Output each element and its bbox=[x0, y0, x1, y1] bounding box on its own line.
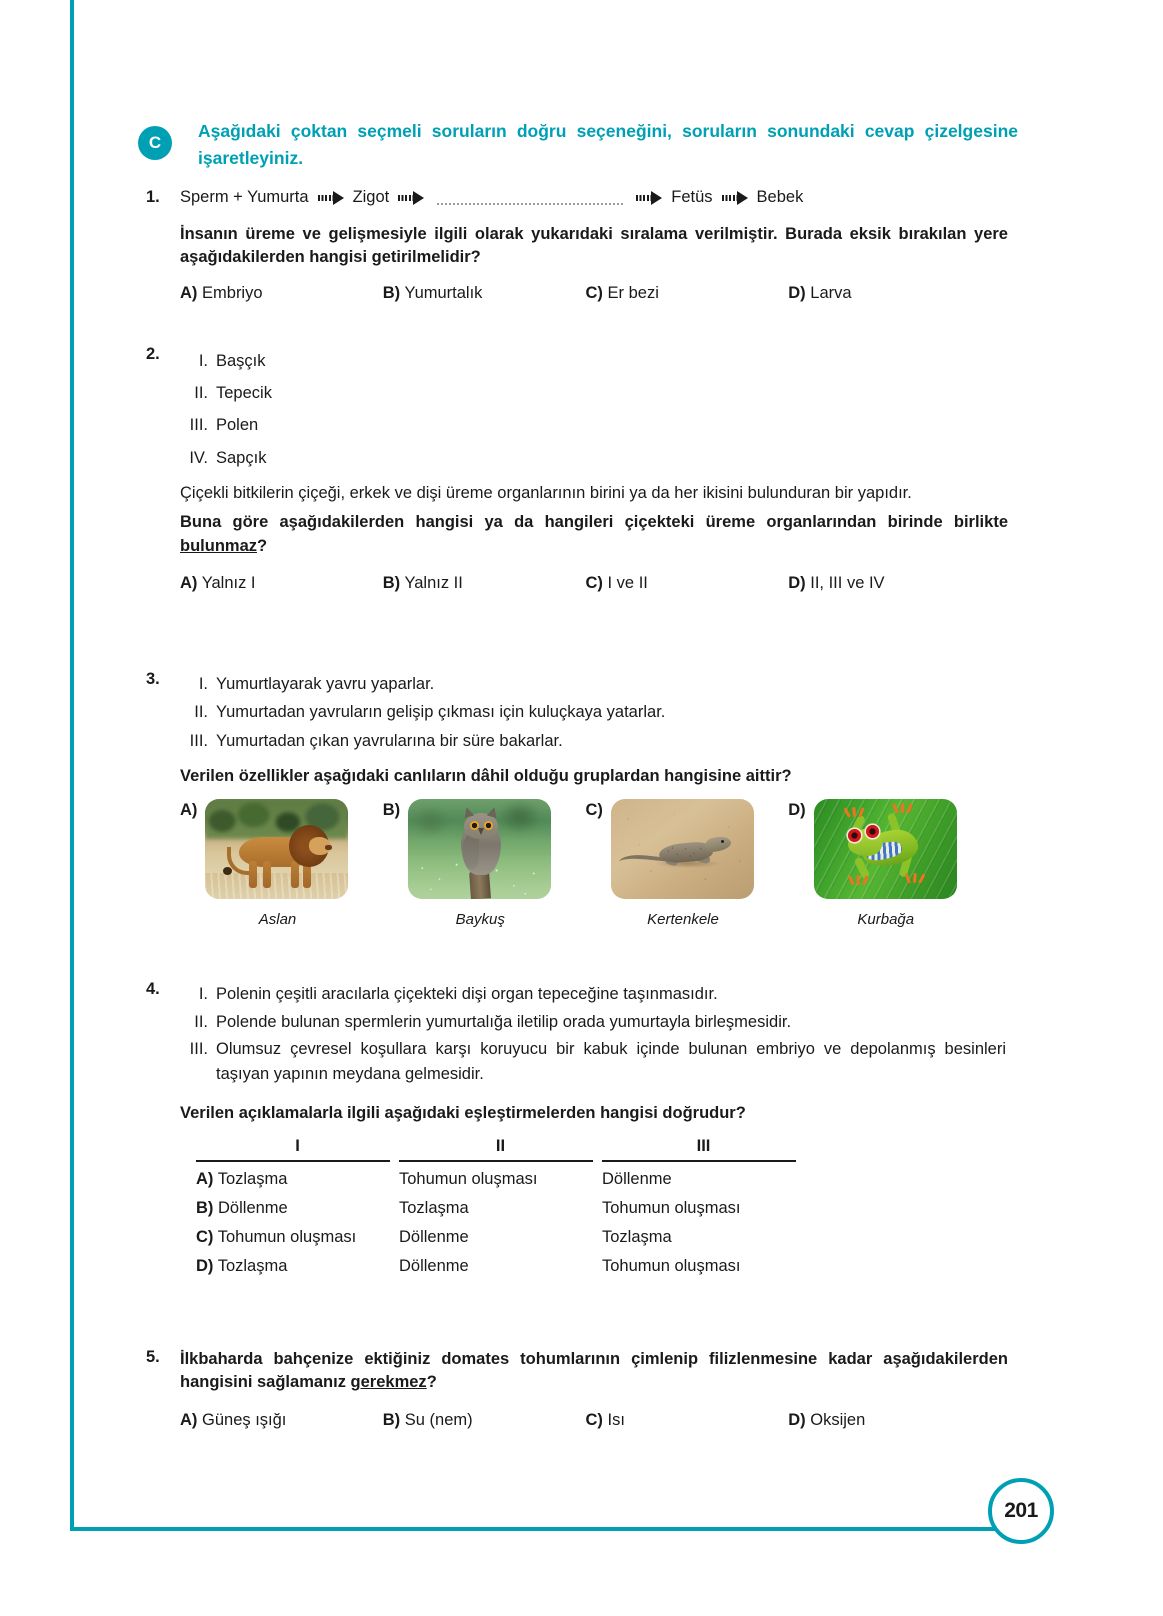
question-2-item-list bbox=[180, 345, 991, 474]
arrow-icon bbox=[318, 191, 344, 205]
lizard-photo bbox=[611, 799, 754, 899]
lion-leg bbox=[249, 861, 257, 888]
picture-caption-d: Kurbağa bbox=[857, 910, 915, 928]
option-a-text: Güneş ışığı bbox=[202, 1410, 287, 1429]
list-item-text: Sapçık bbox=[216, 448, 267, 467]
question-1-sequence bbox=[180, 188, 991, 207]
frog-foot bbox=[852, 875, 866, 887]
option-b-letter: B) bbox=[382, 1410, 401, 1429]
option-a-text: Embriyo bbox=[202, 283, 263, 302]
frog-foot bbox=[848, 807, 862, 819]
question-5-prompt bbox=[180, 1348, 1008, 1395]
question-1-prompt: İnsanın üreme ve gelişmesiyle ilgili olarak yukarıdaki sıralama verilmiştir. Burada eksik bırakılan yere aşağıdakilerden hangisi getirilmelidir? bbox=[180, 225, 1008, 267]
list-item bbox=[180, 1037, 1006, 1090]
option-d-text: Oksijen bbox=[810, 1410, 866, 1429]
frog-photo bbox=[814, 799, 957, 899]
option-c-text: I ve II bbox=[607, 573, 648, 592]
row-b-cell-1 bbox=[196, 1199, 399, 1218]
caption-col-c bbox=[586, 899, 789, 928]
table-row[interactable] bbox=[196, 1170, 991, 1189]
question-3-prompt: Verilen özellikler aşağıdaki canlıların dâhil olduğu gruplardan hangisine aittir? bbox=[180, 767, 792, 786]
sequence-blank bbox=[437, 190, 623, 205]
list-item-text: Yumurtlayarak yavru yaparlar. bbox=[216, 675, 435, 693]
option-c-text: Isı bbox=[607, 1410, 625, 1429]
question-2-prompt-part1: Buna göre aşağıdakilerden hangisi ya da hangileri çiçekteki üreme organlarından birinde birlikte bbox=[180, 513, 1008, 532]
picture-caption-b: Baykuş bbox=[455, 910, 505, 928]
option-b[interactable] bbox=[383, 1411, 586, 1430]
question-4-number: 4. bbox=[146, 980, 160, 998]
list-item bbox=[180, 670, 991, 698]
option-c-letter: C) bbox=[585, 1410, 603, 1429]
question-3-picture-options bbox=[180, 799, 991, 899]
list-item bbox=[180, 442, 991, 474]
frog-eye bbox=[848, 829, 861, 842]
row-a-cell-1 bbox=[196, 1170, 399, 1189]
list-item bbox=[180, 698, 991, 726]
list-item-text: Yumurtadan yavruların gelişip çıkması için kuluçkaya yatarlar. bbox=[216, 703, 666, 722]
option-a[interactable] bbox=[180, 284, 383, 303]
list-item-roman: IV. bbox=[189, 448, 208, 467]
list-item-roman: I. bbox=[198, 675, 208, 693]
question-3-item-list bbox=[180, 670, 991, 755]
picture-option-b[interactable] bbox=[383, 799, 586, 899]
option-a-letter: A) bbox=[180, 573, 198, 592]
question-5 bbox=[146, 1348, 1008, 1430]
caption-col-b bbox=[383, 899, 586, 928]
option-a[interactable] bbox=[180, 1411, 383, 1430]
question-2-body: Çiçekli bitkilerin çiçeği, erkek ve dişi üreme organlarının birini ya da her ikisini bulunduran bir yapıdır. bbox=[180, 483, 912, 502]
list-item-text: Yumurtadan çıkan yavrularına bir süre bakarlar. bbox=[216, 731, 563, 750]
option-a-letter: A) bbox=[180, 1410, 198, 1429]
picture-option-a[interactable] bbox=[180, 799, 383, 899]
list-item-text: Polende bulunan spermlerin yumurtalığa iletilip orada yumurtayla birleşmesidir. bbox=[216, 1013, 792, 1032]
row-c-cell-1 bbox=[196, 1228, 399, 1247]
matching-header-1: I bbox=[295, 1137, 300, 1156]
row-d-value-1: Tozlaşma bbox=[217, 1257, 288, 1276]
option-b-text: Yumurtalık bbox=[404, 283, 483, 302]
caption-col-a bbox=[180, 899, 383, 928]
arrow-icon bbox=[722, 191, 748, 205]
option-b-letter: B) bbox=[382, 573, 401, 592]
option-a-text: Yalnız I bbox=[201, 573, 256, 592]
list-item bbox=[180, 409, 991, 441]
header-rule bbox=[196, 1159, 390, 1162]
question-2 bbox=[146, 345, 1008, 593]
option-d-letter: D) bbox=[788, 1410, 806, 1429]
list-item-roman: II. bbox=[194, 1013, 208, 1032]
arrow-icon bbox=[636, 191, 662, 205]
owl-beak bbox=[478, 828, 484, 835]
list-item bbox=[180, 345, 991, 377]
picture-caption-a: Aslan bbox=[258, 910, 297, 928]
row-c-value-1: Tohumun oluşması bbox=[217, 1228, 357, 1247]
table-row[interactable] bbox=[196, 1257, 991, 1276]
lion-background-trees bbox=[205, 799, 348, 839]
row-c-letter: C) bbox=[196, 1228, 214, 1247]
list-item-roman: II. bbox=[194, 703, 208, 722]
question-2-prompt bbox=[180, 511, 1008, 558]
list-item bbox=[180, 377, 991, 409]
lion-leg bbox=[291, 861, 299, 888]
header-rule bbox=[399, 1159, 593, 1162]
question-1-number: 1. bbox=[146, 188, 160, 206]
owl-eye bbox=[484, 821, 493, 830]
option-d-text: II, III ve IV bbox=[810, 573, 885, 592]
list-item bbox=[180, 727, 991, 755]
option-b-letter: B) bbox=[382, 283, 401, 302]
option-b-text: Su (nem) bbox=[404, 1410, 473, 1429]
sequence-item-4: Fetüs bbox=[671, 188, 713, 206]
question-2-prompt-emphasis: bulunmaz bbox=[180, 536, 257, 555]
option-d-text: Larva bbox=[810, 283, 852, 302]
option-d[interactable] bbox=[788, 574, 991, 593]
option-c-letter: C) bbox=[585, 573, 603, 592]
question-5-prompt-emphasis: gerekmez bbox=[350, 1373, 427, 1392]
picture-option-b-letter: B) bbox=[382, 800, 401, 819]
lion-nose bbox=[325, 845, 332, 850]
question-2-number: 2. bbox=[146, 345, 160, 363]
option-c[interactable] bbox=[586, 284, 789, 303]
question-2-prompt-part2: ? bbox=[257, 536, 268, 555]
section-header bbox=[138, 118, 1018, 172]
question-2-options bbox=[180, 574, 991, 593]
list-item-roman: III. bbox=[189, 416, 208, 435]
row-c-cell-3: Tozlaşma bbox=[602, 1228, 672, 1247]
list-item-roman: I. bbox=[198, 985, 208, 1003]
row-d-cell-2: Döllenme bbox=[399, 1257, 469, 1276]
list-item-roman: III. bbox=[189, 731, 208, 750]
lion-grass bbox=[205, 873, 348, 899]
picture-option-c-letter: C) bbox=[585, 800, 603, 819]
row-a-letter: A) bbox=[196, 1170, 214, 1189]
row-d-cell-3: Tohumun oluşması bbox=[602, 1257, 741, 1276]
header-rule bbox=[602, 1159, 796, 1162]
option-d-letter: D) bbox=[788, 283, 806, 302]
page-bottom-border bbox=[70, 1527, 1020, 1531]
question-4 bbox=[146, 980, 1006, 1286]
list-item-roman: III. bbox=[189, 1039, 208, 1058]
option-b-text: Yalnız II bbox=[404, 573, 463, 592]
matching-table bbox=[196, 1137, 991, 1276]
question-3-captions bbox=[180, 899, 991, 928]
option-b[interactable] bbox=[383, 284, 586, 303]
row-b-value-1: Döllenme bbox=[218, 1199, 288, 1218]
matching-table-header-row bbox=[196, 1137, 991, 1159]
lion-photo bbox=[205, 799, 348, 899]
list-item-text: Olumsuz çevresel koşullara karşı koruyucu bir kabuk içinde bulunan embriyo ve depolanmış besinleri taşıyan yapının meydana gelmesidir. bbox=[216, 1039, 1006, 1084]
lion-leg bbox=[263, 861, 271, 888]
list-item-text: Polenin çeşitli aracılarla çiçekteki dişi organ tepeceğine taşınmasıdır. bbox=[216, 985, 718, 1003]
section-letter-badge: C bbox=[138, 126, 172, 160]
question-5-options bbox=[180, 1411, 991, 1430]
option-a-letter: A) bbox=[180, 283, 198, 302]
row-a-value-1: Tozlaşma bbox=[217, 1170, 288, 1189]
frog-foot bbox=[896, 803, 910, 815]
question-1 bbox=[146, 188, 1008, 303]
option-c[interactable] bbox=[586, 574, 789, 593]
arrow-icon bbox=[398, 191, 424, 205]
picture-caption-c: Kertenkele bbox=[647, 910, 719, 928]
caption-col-d bbox=[788, 899, 991, 928]
option-c-text: Er bezi bbox=[607, 283, 659, 302]
sequence-item-5: Bebek bbox=[756, 188, 804, 206]
question-5-prompt-part1: İlkbaharda bahçenize ektiğiniz domates tohumlarının çimlenip filizlenmesine kadar aşağıdakilerden hangisini sağlamanız bbox=[180, 1350, 1008, 1392]
row-d-letter: D) bbox=[196, 1257, 214, 1276]
table-row[interactable] bbox=[196, 1228, 991, 1247]
section-instruction: Aşağıdaki çoktan seçmeli soruların doğru seçeneğini, soruların sonundaki cevap çizelgesine işaretleyiniz. bbox=[198, 121, 1018, 169]
list-item bbox=[180, 1008, 991, 1036]
option-d[interactable] bbox=[788, 284, 991, 303]
list-item-text: Polen bbox=[216, 416, 259, 435]
row-a-cell-2: Tohumun oluşması bbox=[399, 1170, 538, 1189]
picture-option-d-letter: D) bbox=[788, 800, 806, 819]
sequence-item-2: Zigot bbox=[352, 188, 390, 206]
option-c[interactable] bbox=[586, 1411, 789, 1430]
page-number-badge: 201 bbox=[988, 1478, 1054, 1544]
list-item-roman: II. bbox=[194, 384, 208, 403]
matching-header-2: II bbox=[495, 1137, 506, 1156]
row-b-cell-3: Tohumun oluşması bbox=[602, 1199, 741, 1218]
matching-table-rules bbox=[196, 1159, 991, 1162]
matching-header-3: III bbox=[696, 1137, 711, 1156]
list-item bbox=[180, 980, 991, 1008]
option-a[interactable] bbox=[180, 574, 383, 593]
frog-eye bbox=[866, 825, 879, 838]
picture-option-a-letter: A) bbox=[180, 800, 198, 819]
list-item-text: Başçık bbox=[216, 352, 266, 370]
row-d-cell-1 bbox=[196, 1257, 399, 1276]
question-4-item-list bbox=[180, 980, 1006, 1090]
list-item-text: Tepecik bbox=[216, 384, 272, 403]
picture-option-d[interactable] bbox=[788, 799, 991, 899]
question-3-number: 3. bbox=[146, 670, 160, 688]
row-b-letter: B) bbox=[196, 1199, 214, 1218]
option-b[interactable] bbox=[383, 574, 586, 593]
picture-option-c[interactable] bbox=[586, 799, 789, 899]
option-d-letter: D) bbox=[788, 573, 806, 592]
question-5-number: 5. bbox=[146, 1348, 160, 1366]
option-d[interactable] bbox=[788, 1411, 991, 1430]
owl-photo bbox=[408, 799, 551, 899]
question-3 bbox=[146, 670, 991, 928]
frog-foot bbox=[908, 873, 922, 885]
option-c-letter: C) bbox=[585, 283, 603, 302]
row-a-cell-3: Döllenme bbox=[602, 1170, 672, 1189]
table-row[interactable] bbox=[196, 1199, 991, 1218]
sequence-item-1: Sperm + Yumurta bbox=[180, 188, 309, 206]
row-c-cell-2: Döllenme bbox=[399, 1228, 469, 1247]
page-left-border bbox=[70, 0, 74, 1531]
list-item-roman: I. bbox=[198, 352, 208, 370]
question-4-prompt: Verilen açıklamalarla ilgili aşağıdaki eşleştirmelerden hangisi doğrudur? bbox=[180, 1103, 746, 1122]
question-5-prompt-part2: ? bbox=[426, 1373, 437, 1392]
row-b-cell-2: Tozlaşma bbox=[399, 1199, 469, 1218]
question-1-options bbox=[180, 284, 991, 303]
lion-tail-tip bbox=[223, 867, 232, 875]
